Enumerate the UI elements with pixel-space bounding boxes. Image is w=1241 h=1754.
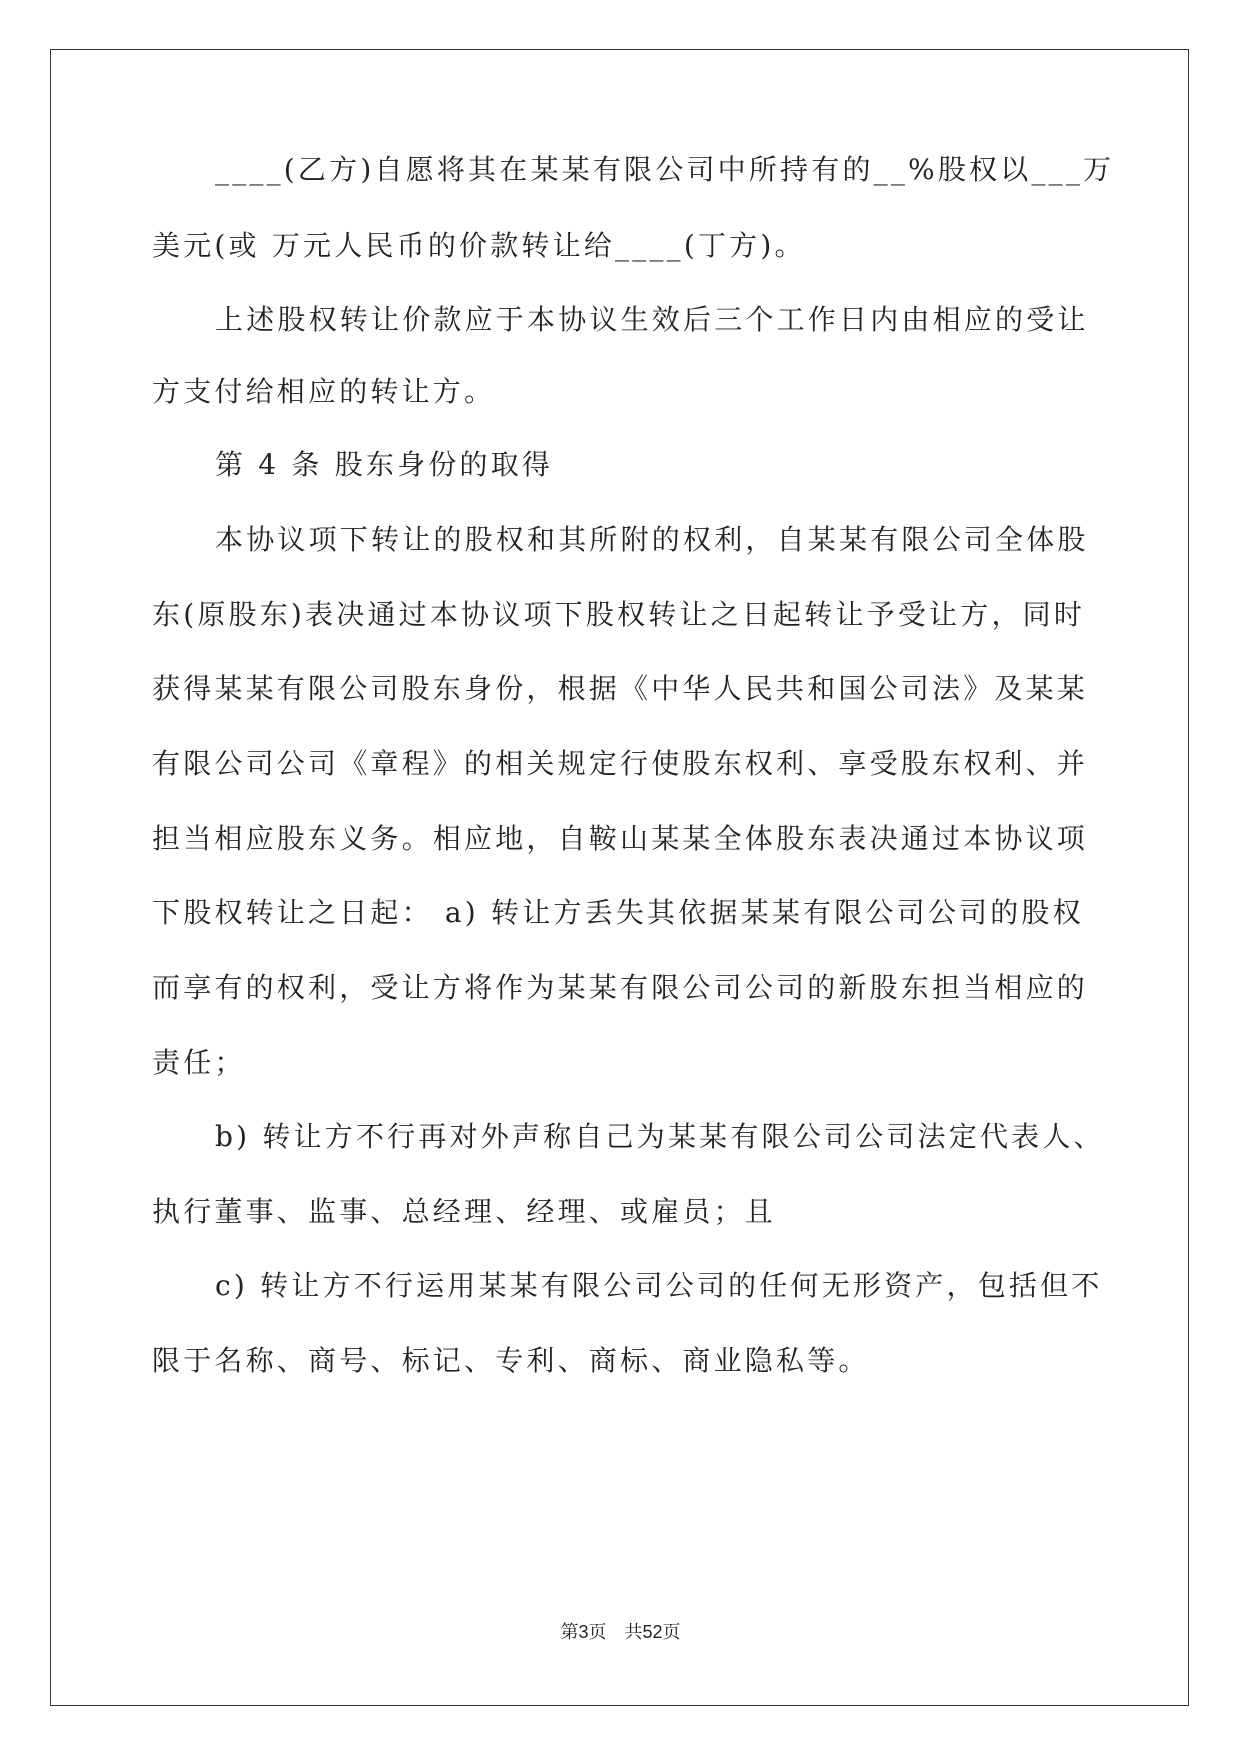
page-footer — [0, 1620, 1241, 1644]
paragraph-line: 获得某某有限公司股东身份，根据《中华人民共和国公司法》及某某 — [152, 672, 1089, 705]
paragraph-line: 担当相应股东义务。相应地，自鞍山某某全体股东表决通过本协议项 — [152, 822, 1089, 855]
total-prefix: 共 — [624, 1622, 643, 1642]
paragraph-line: 有限公司公司《章程》的相关规定行使股东权利、享受股东权利、并 — [152, 747, 1089, 780]
paragraph-line: 美元(或 万元人民币的价款转让给____(丁方)。 — [152, 229, 806, 262]
page-number: 3 — [578, 1622, 589, 1642]
paragraph-line: 而享有的权利，受让方将作为某某有限公司公司的新股东担当相应的 — [152, 971, 1089, 1004]
paragraph-line: 执行董事、监事、总经理、经理、或雇员；且 — [152, 1195, 777, 1228]
paragraph-line: 下股权转让之日起： a) 转让方丢失其依据某某有限公司公司的股权 — [152, 896, 1084, 929]
paragraph-line: 东(原股东)表决通过本协议项下股权转让之日起转让予受让方，同时 — [152, 598, 1086, 631]
page-border — [50, 49, 1189, 1706]
section-heading: 第 4 条 股东身份的取得 — [215, 448, 554, 481]
total-pages: 52 — [642, 1622, 663, 1642]
paragraph-line: 上述股权转让价款应于本协议生效后三个工作日内由相应的受让 — [215, 303, 1089, 336]
paragraph-line: 责任； — [152, 1046, 246, 1079]
page-prefix: 第 — [560, 1622, 579, 1642]
paragraph-line: ____(乙方)自愿将其在某某有限公司中所持有的__%股权以___万 — [215, 153, 1115, 186]
paragraph-line: 方支付给相应的转让方。 — [152, 375, 496, 408]
page-suffix: 页 — [588, 1622, 607, 1642]
total-suffix: 页 — [662, 1622, 681, 1642]
paragraph-line: 限于名称、商号、标记、专利、商标、商业隐私等。 — [152, 1344, 870, 1377]
list-item-c: c) 转让方不行运用某某有限公司公司的任何无形资产，包括但不 — [215, 1269, 1103, 1302]
paragraph-line: 本协议项下转让的股权和其所附的权利，自某某有限公司全体股 — [215, 523, 1089, 556]
list-item-b: b) 转让方不行再对外声称自己为某某有限公司公司法定代表人、 — [215, 1120, 1105, 1153]
